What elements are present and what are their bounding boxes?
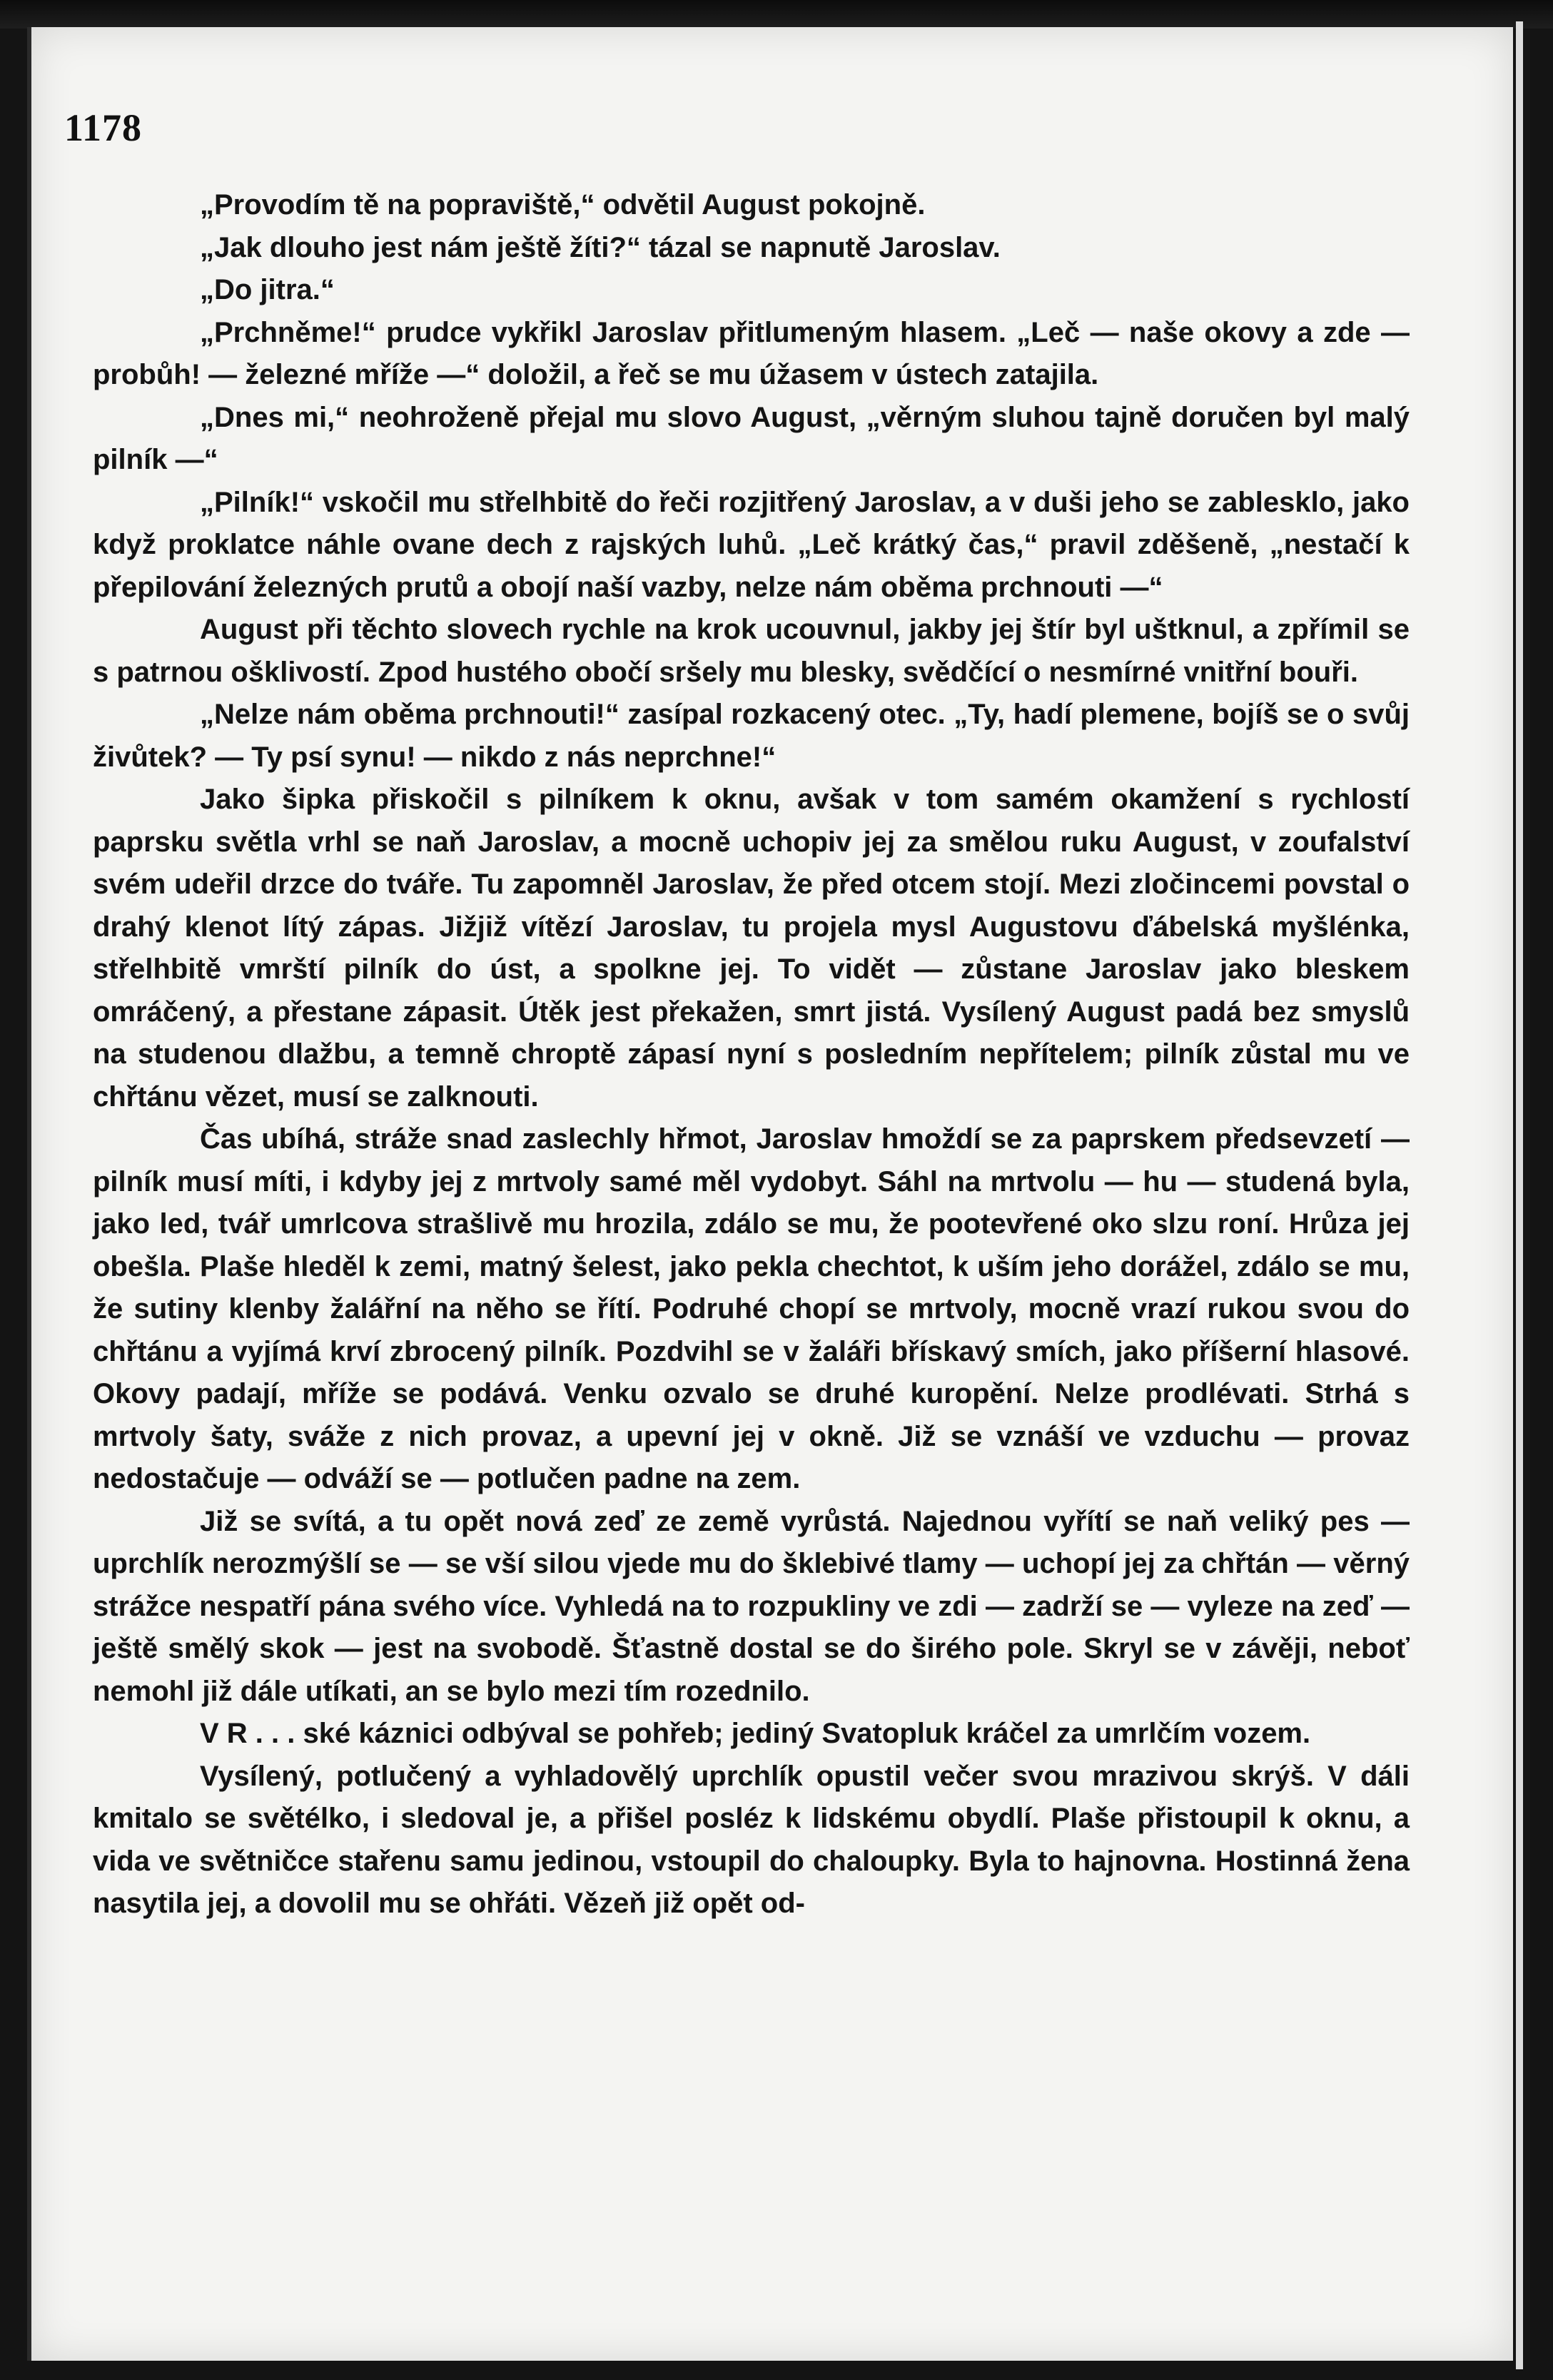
paragraph: Čas ubíhá, stráže snad zaslechly hřmot, Jaroslav hmoždí se za paprskem předsevzetí — pilník musí míti, i kdyby jej z mrtvoly samé měl vydobyt. Sáhl na mrtvolu — hu — studená byla, jako led, tvář umrlcova strašlivě mu hrozila, zdálo se mu, že pootevřené oko slzu roní. Hrůza jej obešla. Plaše hleděl k zemi, matný šelest, jako pekla chechtot, k uším jeho dorážel, zdálo se mu, že sutiny klenby žalářní na něho se řítí. Podruhé chopí se mrtvoly, mocně vrazí rukou svou do chřtánu a vyjímá krví zbrocený pilník. Pozdvihl se v žaláři břískavý smích, jako příšerní hlasové. Okovy padají, mříže se podává. Venku ozvalo se druhé kuropění. Nelze prodlévati. Strhá s mrtvoly šaty, sváže z nich provaz, a upevní jej v okně. Již se vznáší ve vzduchu — provaz nedostačuje — odváží se — potlučen padne na zem.	[93, 1123, 1410, 1494]
page-body	[93, 184, 1410, 1925]
paragraph: „Prchněme!“ prudce vykřikl Jaroslav přitlumeným hlasem. „Leč — naše okovy a zde — probůh! — železné mříže —“ doložil, a řeč se mu úžasem v ústech zatajila.	[93, 316, 1410, 390]
next-page-edge	[1516, 21, 1523, 2369]
paragraph: August při těchto slovech rychle na krok ucouvnul, jakby jej štír byl uštknul, a zpřímil se s patrnou ošklivostí. Zpod hustého obočí sršely mu blesky, svědčící o nesmírné vnitřní bouři.	[93, 614, 1410, 688]
page-number: 1178	[64, 106, 143, 149]
scan-top-strip	[0, 0, 1553, 29]
paragraph: „Do jitra.“	[200, 274, 335, 305]
paragraph: V R . . . ské káznici odbýval se pohřeb; jediný Svatopluk kráčel za umrlčím vozem.	[200, 1718, 1311, 1749]
paragraph: Vysílený, potlučený a vyhladovělý uprchlík opustil večer svou mrazivou skrýš. V dáli kmitalo se světélko, i sledoval je, a přišel posléz k lidskému obydlí. Plaše přistoupil k oknu, a vida ve světničce stařenu samu jedinou, vstoupil do chaloupky. Byla to hajnovna. Hostinná žena nasytila jej, a dovolil mu se ohřáti. Vězeň již opět od-	[93, 1760, 1410, 1919]
paragraph: „Provodím tě na popraviště,“ odvětil August pokojně.	[200, 189, 926, 221]
paragraph: „Dnes mi,“ neohroženě přejal mu slovo August, „věrným sluhou tajně doručen byl malý pilník —“	[93, 401, 1410, 475]
paragraph: Jako šipka přiskočil s pilníkem k oknu, avšak v tom samém okamžení s rychlostí paprsku světla vrhl se naň Jaroslav, a mocně uchopiv jej za smělou ruku August, v zoufalství svém udeřil drzce do tváře. Tu zapomněl Jaroslav, že před otcem stojí. Mezi zločincemi povstal o drahý klenot lítý zápas. Jižjiž vítězí Jaroslav, tu projela mysl Augustovu ďábelská myšlénka, střelhbitě vmrští pilník do úst, a spolkne jej. To vidět — zůstane Jaroslav jako bleskem omráčený, a přestane zápasit. Útěk jest překažen, smrt jistá. Vysílený August padá bez smyslů na studenou dlažbu, a temně chroptě zápasí nyní s posledním nepřítelem; pilník zůstal mu ve chřtánu vězet, musí se zalknouti.	[93, 784, 1410, 1113]
paragraph: „Pilník!“ vskočil mu střelhbitě do řeči rozjitřený Jaroslav, a v duši jeho se zablesklo, jako když proklatce náhle ovane dech z rajských luhů. „Leč krátký čas,“ pravil zděšeně, „nestačí k přepilování železných prutů a obojí naší vazby, nelze nám oběma prchnouti —“	[93, 486, 1410, 603]
paragraph: „Nelze nám oběma prchnouti!“ zasípal rozkacený otec. „Ty, hadí plemene, bojíš se o svůj živůtek? — Ty psí synu! — nikdo z nás neprchne!“	[93, 699, 1410, 773]
paragraph: Již se svítá, a tu opět nová zeď ze země vyrůstá. Najednou vyřítí se naň veliký pes — uprchlík nerozmýšlí se — se vší silou vjede mu do šklebivé tlamy — uchopí jej za chřtán — věrný strážce nespatří pána svého více. Vyhledá na to rozpukliny ve zdi — zadrží se — vyleze na zeď — ještě smělý skok — jest na svobodě. Šťastně dostal se do širého pole. Skryl se v závěji, neboť nemohl již dále utíkati, an se bylo mezi tím rozednilo.	[93, 1505, 1410, 1707]
paragraph: „Jak dlouho jest nám ještě žíti?“ tázal se napnutě Jaroslav.	[200, 231, 1001, 263]
